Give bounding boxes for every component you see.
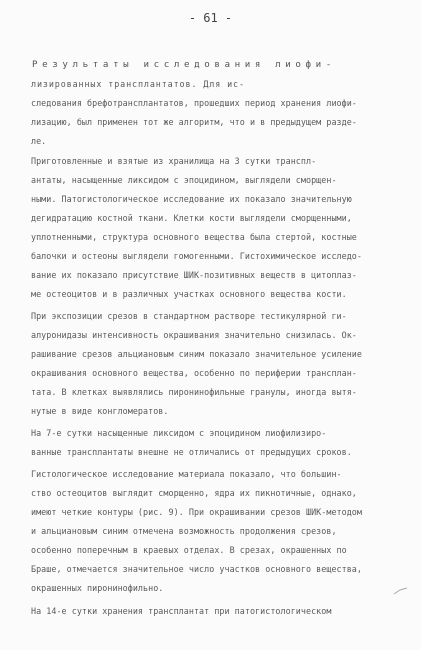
text-line: особенно поперечным в краевых отделах. В срезах, окрашенных по (31, 545, 347, 555)
text-line: балочки и остеоны выглядели гомогенными. Гистохимическое исследо- (31, 251, 362, 261)
text-line: ство остеоцитов выглядит сморщенно, ядра их пикнотичные, однако, (31, 488, 357, 498)
text-line: нутые в виде конгломератов. (31, 406, 169, 416)
text-line: дегидратацию костной ткани. Клетки кости выглядели сморщенными, (31, 213, 352, 223)
text-line: На 14-е сутки хранения трансплантат при патогистологическом (31, 606, 332, 616)
text-line: Приготовленные и взятые из хранилища на 3 сутки транспл- (31, 156, 317, 166)
text-line: тата. В клетках выявлялись пиронинофильные гранулы, иногда вытя- (31, 387, 357, 397)
text-line: ле. (31, 136, 47, 146)
text-line: При экспозиции срезов в стандартном растворе тестикулярной ги- (31, 311, 347, 321)
text-line: ме остеоцитов и в различных участках основного вещества кости. (31, 289, 347, 299)
text-line: окрашивания основного вещества, особенно по периферии трансплан- (31, 368, 357, 378)
text-line: ными. Патогистологическое исследование их показало значительную (31, 194, 352, 204)
text-line: уплотненными, структура основного вещества была стертой, костные (31, 232, 357, 242)
text-line: лизированных трансплантатов. Для ис- (31, 79, 245, 89)
text-line: рашивание срезов альциановым синим показало значительное усиление (31, 349, 362, 359)
page-number: - 61 - (188, 11, 233, 25)
text-line: вание их показало присутствие ШИК-позитивных веществ в цитоплаз- (31, 270, 357, 280)
text-line: ванные трансплантаты внешне не отличались от предыдущих сроков. (31, 447, 352, 457)
scan-mark-icon (393, 586, 409, 596)
text-line: Браше, отмечается значительное число участков основного вещества, (31, 564, 362, 574)
text-line: лизацию, был применен тот же алгоритм, что и в предыдущем разде- (31, 117, 357, 127)
text-line: и альциановым синим отмечена возможность продолжения срезов, (31, 526, 337, 536)
text-line: антаты, насыщенные ликсидом с эпоцидином, выглядели сморщен- (31, 175, 337, 185)
section-heading-line: Результаты исследования лиофи- (32, 59, 336, 70)
text-line: На 7-е сутки насыщенные ликсидом с эпоцидином лиофилизиро- (31, 428, 327, 438)
text-line: имеют четкие контуры (рис. 9). При окрашивании срезов ШИК-методом (31, 507, 362, 517)
text-line: окрашенных пиронинофильно. (31, 583, 164, 593)
text-line: алуронидазы интенсивность окрашивания значительно снизилась. Ок- (31, 330, 357, 340)
text-line: следования брефотрансплантатов, прошедших период хранения лиофи- (31, 98, 357, 108)
text-line: Гистологическое исследование материала показало, что большин- (31, 469, 342, 479)
